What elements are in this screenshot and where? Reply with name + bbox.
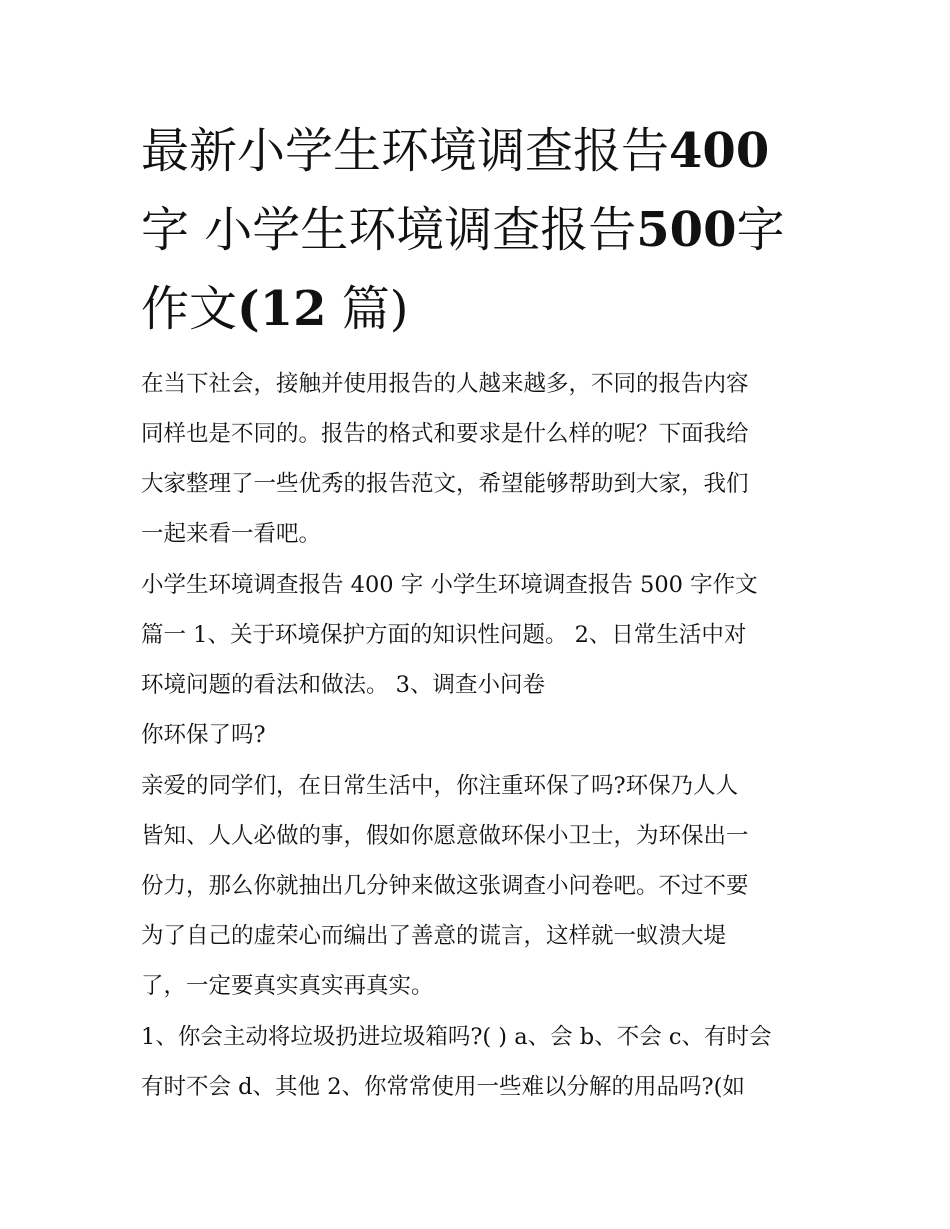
survey-paragraph: [141, 1012, 816, 1112]
text-line: 1、你会主动将垃圾扔进垃圾箱吗?( ) a、会 b、不会 c、有时会: [141, 1024, 772, 1050]
title-text: 篇): [326, 281, 409, 337]
text-line: 同样也是不同的。报告的格式和要求是什么样的呢？下面我给: [141, 421, 749, 447]
title-text: 字 小学生环境调查报告: [141, 202, 637, 258]
text-line: 了，一定要真实真实再真实。: [141, 973, 434, 999]
title-number: 400: [669, 123, 770, 179]
question-paragraph: [141, 710, 816, 760]
title-line-1: [141, 112, 816, 191]
title-text: 作文: [141, 281, 238, 337]
greeting-paragraph: [141, 761, 816, 1011]
intro-paragraph: [141, 359, 816, 559]
text-line: 有时不会 d、其他 2、你常常使用一些难以分解的用品吗?(如: [141, 1074, 745, 1100]
title-line-3: [141, 270, 816, 349]
article-heading-paragraph: [141, 560, 816, 710]
text-line: 一起来看一看吧。: [141, 521, 322, 547]
text-line: 份力，那么你就抽出几分钟来做这张调查小问卷吧。不过不要: [141, 873, 749, 899]
text-line: 皆知、人人必做的事，假如你愿意做环保小卫士，为环保出一: [141, 823, 749, 849]
text-line: 你环保了吗?: [141, 722, 266, 748]
title-number: (12: [237, 281, 327, 337]
text-line: 亲爱的同学们，在日常生活中，你注重环保了吗?环保乃人人: [141, 773, 739, 799]
text-line: 在当下社会，接触并使用报告的人越来越多，不同的报告内容: [141, 371, 749, 397]
title-text: 最新小学生环境调查报告: [141, 123, 670, 179]
text-line: 大家整理了一些优秀的报告范文，希望能够帮助到大家，我们: [141, 471, 749, 497]
document-title: [141, 112, 816, 349]
title-text: 字: [736, 202, 785, 258]
document-content: [141, 112, 816, 1112]
title-number: 500: [636, 202, 737, 258]
text-line: 环境问题的看法和做法。 3、调查小问卷: [141, 672, 545, 698]
text-line: 为了自己的虚荣心而编出了善意的谎言，这样就一蚁溃大堤: [141, 923, 727, 949]
title-line-2: [141, 191, 816, 270]
text-line: 小学生环境调查报告 400 字 小学生环境调查报告 500 字作文: [141, 572, 758, 598]
text-line: 篇一 1、关于环境保护方面的知识性问题。 2、日常生活中对: [141, 622, 747, 648]
